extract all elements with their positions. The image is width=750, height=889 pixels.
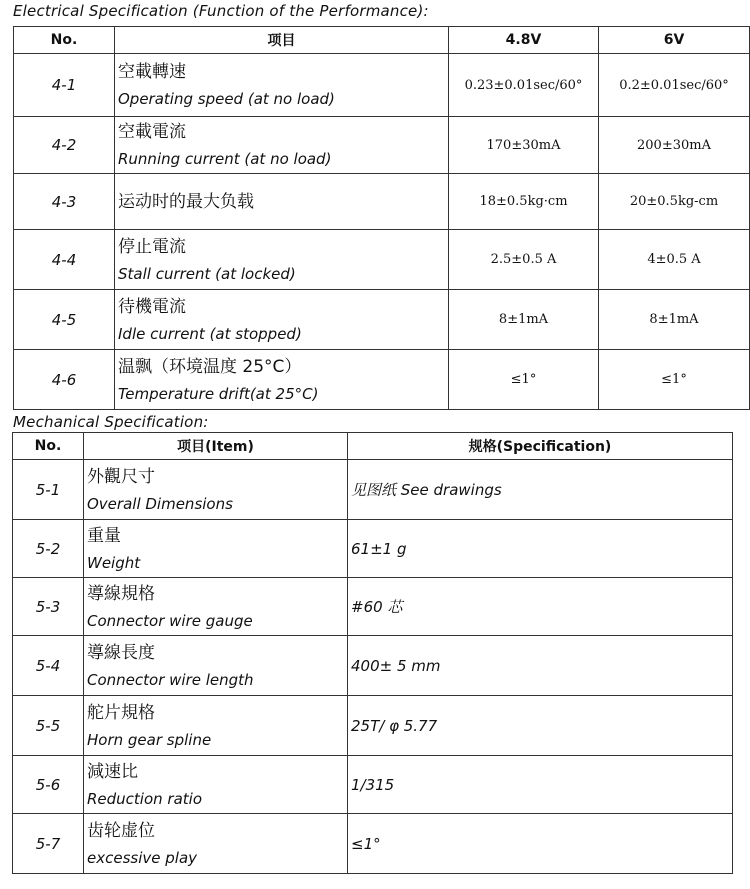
item-cell xyxy=(84,520,348,578)
row-number: 4-1 xyxy=(14,54,115,117)
table-row xyxy=(14,54,750,117)
item-chinese-label: 導線長度 xyxy=(87,642,155,663)
value-4-8v: 18±0.5kg·cm xyxy=(449,174,599,230)
item-cell xyxy=(84,460,348,520)
table-row xyxy=(13,756,733,814)
item-chinese-label: 減速比 xyxy=(87,761,138,782)
electrical-spec-table xyxy=(13,26,750,410)
row-number: 5-4 xyxy=(13,636,84,696)
value-4-8v: 2.5±0.5 A xyxy=(449,230,599,290)
value-6v: 4±0.5 A xyxy=(599,230,750,290)
item-cell xyxy=(115,117,449,174)
item-english-label: Operating speed (at no load) xyxy=(118,90,335,108)
table-row xyxy=(14,350,750,410)
item-english-label: Connector wire length xyxy=(87,670,254,689)
item-english-label: Connector wire gauge xyxy=(87,611,253,630)
specification-value: 61±1 g xyxy=(348,520,733,578)
item-cell xyxy=(115,174,449,230)
table-row xyxy=(13,520,733,578)
specification-value: 见图纸 See drawings xyxy=(348,460,733,520)
row-number: 4-4 xyxy=(14,230,115,290)
item-cell xyxy=(115,290,449,350)
row-number: 5-5 xyxy=(13,696,84,756)
header-item: 项目 xyxy=(115,27,449,54)
table-row xyxy=(13,460,733,520)
row-number: 5-3 xyxy=(13,578,84,636)
header-specification: 规格(Specification) xyxy=(348,433,733,460)
item-cell xyxy=(84,636,348,696)
item-cell xyxy=(84,578,348,636)
item-chinese-label: 运动时的最大负载 xyxy=(118,191,254,212)
item-english-label: excessive play xyxy=(87,848,198,867)
value-6v: 0.2±0.01sec/60° xyxy=(599,54,750,117)
row-number: 4-3 xyxy=(14,174,115,230)
row-number: 5-1 xyxy=(13,460,84,520)
header-no: No. xyxy=(14,27,115,54)
table-row xyxy=(14,290,750,350)
table-row xyxy=(13,814,733,874)
item-chinese-label: 停止電流 xyxy=(118,236,186,257)
specification-value: 25T/ φ 5.77 xyxy=(348,696,733,756)
table-row xyxy=(14,117,750,174)
item-english-label: Running current (at no load) xyxy=(118,150,332,168)
value-6v: ≤1° xyxy=(599,350,750,410)
row-number: 5-7 xyxy=(13,814,84,874)
item-chinese-label: 温飘（环境温度 25°C） xyxy=(118,356,302,377)
header-4-8v: 4.8V xyxy=(449,27,599,54)
item-cell xyxy=(115,230,449,290)
item-cell xyxy=(84,756,348,814)
table-header-row xyxy=(14,27,750,54)
item-cell xyxy=(115,54,449,117)
item-chinese-label: 空載轉速 xyxy=(118,62,186,82)
item-chinese-label: 空載電流 xyxy=(118,122,186,142)
item-english-label: Horn gear spline xyxy=(87,730,212,749)
value-4-8v: 170±30mA xyxy=(449,117,599,174)
item-cell xyxy=(84,696,348,756)
mechanical-spec-table xyxy=(12,432,733,874)
table-row xyxy=(13,578,733,636)
item-cell xyxy=(115,350,449,410)
item-chinese-label: 外觀尺寸 xyxy=(87,466,155,487)
item-chinese-label: 導線規格 xyxy=(87,583,155,604)
value-6v: 20±0.5kg-cm xyxy=(599,174,750,230)
header-no: No. xyxy=(13,433,84,460)
item-english-label: Idle current (at stopped) xyxy=(118,324,302,343)
row-number: 5-6 xyxy=(13,756,84,814)
value-4-8v: 0.23±0.01sec/60° xyxy=(449,54,599,117)
specification-value: #60 芯 xyxy=(348,578,733,636)
header-item: 项目(Item) xyxy=(84,433,348,460)
item-chinese-label: 待機電流 xyxy=(118,296,186,317)
row-number: 4-6 xyxy=(14,350,115,410)
row-number: 4-2 xyxy=(14,117,115,174)
mechanical-spec-title: Mechanical Specification: xyxy=(13,413,209,431)
item-cell xyxy=(84,814,348,874)
item-english-label: Reduction ratio xyxy=(87,789,203,808)
item-english-label: Stall current (at locked) xyxy=(118,264,296,283)
item-english-label: Overall Dimensions xyxy=(87,494,233,513)
item-chinese-label: 重量 xyxy=(87,525,121,546)
value-6v: 200±30mA xyxy=(599,117,750,174)
value-4-8v: ≤1° xyxy=(449,350,599,410)
row-number: 4-5 xyxy=(14,290,115,350)
value-6v: 8±1mA xyxy=(599,290,750,350)
specification-value: 400± 5 mm xyxy=(348,636,733,696)
item-english-label: Temperature drift(at 25°C) xyxy=(118,384,319,403)
table-row xyxy=(13,696,733,756)
row-number: 5-2 xyxy=(13,520,84,578)
table-row xyxy=(14,174,750,230)
specification-value: 1/315 xyxy=(348,756,733,814)
table-row xyxy=(14,230,750,290)
table-header-row xyxy=(13,433,733,460)
value-4-8v: 8±1mA xyxy=(449,290,599,350)
item-english-label: Weight xyxy=(87,553,141,572)
item-chinese-label: 齿轮虚位 xyxy=(87,820,155,841)
specification-value: ≤1° xyxy=(348,814,733,874)
electrical-spec-title: Electrical Specification (Function of the Performance): xyxy=(13,2,429,20)
header-6v: 6V xyxy=(599,27,750,54)
item-chinese-label: 舵片規格 xyxy=(87,702,155,723)
table-row xyxy=(13,636,733,696)
